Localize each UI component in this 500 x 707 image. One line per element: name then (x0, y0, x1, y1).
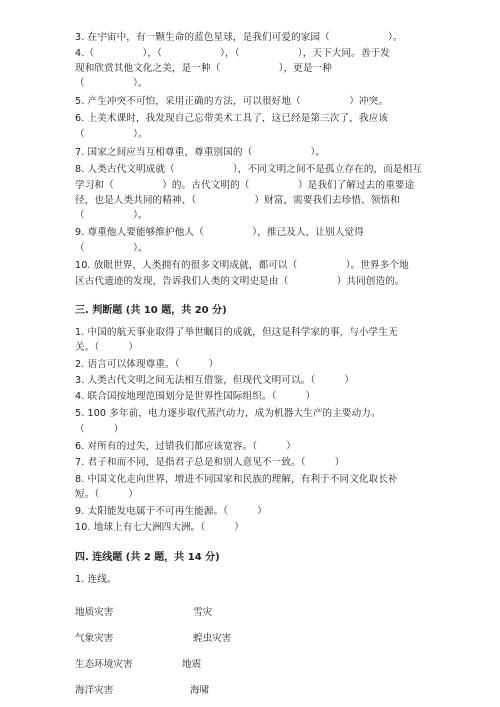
fill-line: （ ）。 (75, 78, 148, 89)
fill-line: 6. 上美术课时，我发现自己忘带美术工具了，这已经是第三次了，我应该 (75, 113, 389, 124)
fill-line: 5. 产生冲突不可怕，采用正确的方法，可以很好地（ ）冲突。 (75, 96, 389, 107)
fill-line: （ ）。 (75, 210, 148, 221)
match-left-item[interactable]: 海洋灾害 (75, 685, 114, 696)
match-left-item[interactable]: 地质灾害 (75, 607, 114, 618)
match-left-item[interactable]: 气象灾害 (75, 633, 114, 644)
judge-line: 7. 君子和而不同，是指君子总是和别人意见不一致。（ ） (75, 457, 345, 468)
judge-line: 关。（ ） (75, 342, 139, 353)
fill-line: 径，也是人类共同的精神、（ ）财富，需要我们去珍惜、领悟和 (75, 195, 400, 206)
fill-line: 9. 尊重他人要能够维护他人（ ），推己及人，让别人觉得 (75, 227, 364, 238)
judge-line: 2. 语言可以体现尊重。（ ） (75, 359, 219, 370)
match-right-item[interactable]: 蝗虫灾害 (193, 633, 232, 644)
fill-line: 区古代遗迹的发现，告诉我们人类的文明史是由（ ）共同创造的。 (75, 276, 405, 287)
judge-line: 4. 联合国按地理范围划分是世界性国际组织。（ ） (75, 391, 316, 402)
judge-section-heading: 三. 判断题 (共 10 题，共 20 分) (75, 305, 227, 316)
judge-line: 6. 对所有的过失，过错我们都应该宽容。（ ） (75, 441, 296, 452)
fill-line: （ ）。 (75, 129, 148, 140)
judge-line: 短。（ ） (75, 489, 139, 500)
judge-line: 3. 人类古代文明之间无法相互借鉴，但现代文明可以。（ ） (75, 375, 355, 386)
match-section-heading: 四. 连线题 (共 2 题，共 14 分) (75, 552, 220, 563)
match-instruction: 1. 连线。 (75, 574, 117, 585)
fill-line: 3. 在宇宙中，有一颗生命的蓝色星球，是我们可爱的家园（ ）。 (75, 32, 403, 43)
fill-line: 7. 国家之间应当互相尊重，尊重别国的（ ）。 (75, 147, 326, 158)
fill-line: 现和欣赏其他文化之美，是一种（ ），更是一种 (75, 63, 332, 74)
judge-line: 5. 100 多年前，电力逐步取代蒸汽动力，成为机器大生产的主要动力。 (75, 408, 381, 419)
match-right-item[interactable]: 雪灾 (193, 607, 213, 618)
fill-line: 8. 人类古代文明成就（ ），不同文明之间不是孤立存在的，而是相互 (75, 164, 422, 175)
match-right-item[interactable]: 海啸 (190, 685, 210, 696)
judge-line: （ ） (75, 424, 124, 435)
fill-line: 学习和（ ）的。古代文明的（ ）是我们了解过去的重要途 (75, 180, 415, 191)
match-right-item[interactable]: 地震 (182, 659, 202, 670)
fill-line: 4.（ ），（ ），（ ），天下大同。善于发 (75, 48, 390, 59)
fill-line: 10. 放眼世界，人类拥有的很多文明成就，都可以（ ）。世界多个地 (75, 260, 409, 271)
judge-line: 10. 地球上有七大洲四大洲。（ ） (75, 522, 245, 533)
judge-line: 9. 太阳能发电属于不可再生能源。（ ） (75, 506, 267, 517)
fill-line: （ ）。 (75, 243, 148, 254)
judge-line: 1. 中国的航天事业取得了举世瞩目的成就，但这是科学家的事，与小学生无 (75, 327, 398, 338)
match-left-item[interactable]: 生态环境灾害 (75, 659, 133, 670)
judge-line: 8. 中国文化走向世界，增进不同国家和民族的理解，有利于不同文化取长补 (75, 474, 398, 485)
